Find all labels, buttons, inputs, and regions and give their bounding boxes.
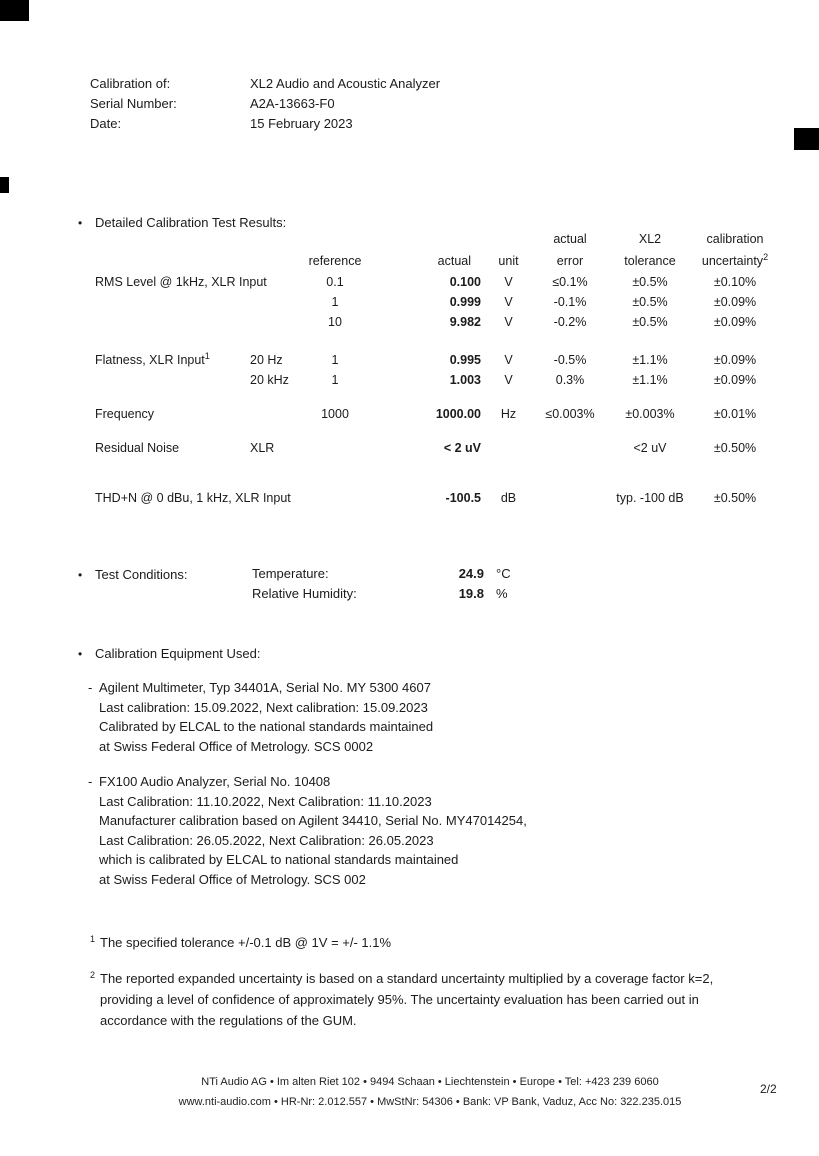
cell-reference: 1 bbox=[331, 373, 339, 387]
cell-tolerance: typ. -100 dB bbox=[616, 491, 684, 505]
row-name bbox=[95, 350, 250, 370]
cell-condition: XLR bbox=[250, 441, 275, 455]
cell-reference: 1 bbox=[331, 353, 339, 367]
cell-reference bbox=[300, 438, 370, 458]
cell-uncertainty: ±0.10% bbox=[713, 275, 757, 289]
cell-condition bbox=[250, 312, 300, 332]
row-name bbox=[95, 488, 291, 508]
cell-uncertainty: ±0.09% bbox=[713, 373, 757, 387]
equipment-line: Agilent Multimeter, Typ 34401A, Serial No. MY 5300 4607 bbox=[99, 680, 431, 695]
test-conditions-values bbox=[252, 564, 511, 604]
cell-error bbox=[530, 488, 610, 508]
footnote-1-text: The specified tolerance +/-0.1 dB @ 1V = +/- 1.1% bbox=[100, 935, 392, 950]
cell-error: 0.3% bbox=[555, 373, 585, 387]
calibration-of-label: Calibration of: bbox=[90, 76, 171, 91]
equipment-item-agilent-multimeter bbox=[88, 678, 433, 756]
column-header-tolerance-top: XL2 bbox=[638, 232, 662, 246]
column-header-error: error bbox=[556, 254, 584, 268]
row-name-sup: 1 bbox=[204, 350, 210, 361]
equipment-line: Manufacturer calibration based on Agilent 34410, Serial No. MY47014254, bbox=[99, 813, 527, 828]
column-header-tolerance: tolerance bbox=[624, 254, 676, 268]
equipment-item-lines bbox=[99, 678, 433, 756]
temperature-value: 24.9 bbox=[458, 566, 484, 581]
cell-reference: 1 bbox=[331, 295, 339, 309]
result-row-thdn bbox=[95, 488, 780, 508]
footer bbox=[40, 1072, 819, 1112]
cell-reference: 10 bbox=[328, 315, 342, 329]
table-header-row-bottom bbox=[95, 250, 780, 272]
table-header-row-top bbox=[95, 228, 780, 250]
row-name bbox=[95, 312, 250, 332]
cell-actual: 0.995 bbox=[449, 353, 481, 367]
scan-mark-top-left bbox=[0, 0, 29, 21]
column-header-uncertainty bbox=[690, 250, 780, 272]
cell-condition bbox=[250, 292, 300, 312]
equipment-item-lines bbox=[99, 772, 527, 889]
row-name bbox=[95, 438, 250, 458]
column-header-actual: actual bbox=[437, 254, 471, 268]
cell-tolerance: ±0.5% bbox=[632, 275, 668, 289]
row-name bbox=[95, 272, 267, 292]
results-title-text: Detailed Calibration Test Results: bbox=[95, 215, 287, 230]
cell-uncertainty: ±0.50% bbox=[713, 441, 757, 455]
certificate-header bbox=[90, 74, 440, 134]
row-name-text: Flatness, XLR Input bbox=[95, 353, 205, 367]
footnote-2 bbox=[90, 968, 758, 1031]
row-name-text: Frequency bbox=[95, 407, 155, 421]
page-number: 2/2 bbox=[760, 1082, 777, 1096]
cell-tolerance: ±1.1% bbox=[632, 373, 668, 387]
result-row-rms-0.1 bbox=[95, 272, 780, 292]
bullet-icon: • bbox=[78, 568, 83, 582]
footnote-1-marker: 1 bbox=[90, 934, 96, 944]
serial-number-value: A2A-13663-F0 bbox=[250, 96, 335, 111]
cell-reference bbox=[300, 488, 370, 508]
cell-unit: V bbox=[504, 373, 513, 387]
bullet-icon: • bbox=[78, 216, 83, 230]
cell-error: ≤0.003% bbox=[545, 407, 595, 421]
equipment-line: Calibrated by ELCAL to the national standards maintained bbox=[99, 719, 434, 734]
column-header-uncertainty-top: calibration bbox=[706, 232, 764, 246]
dash-icon: - bbox=[88, 774, 93, 789]
equipment-section-title bbox=[78, 645, 260, 663]
result-row-flatness-20hz bbox=[95, 350, 780, 370]
cell-uncertainty: ±0.09% bbox=[713, 315, 757, 329]
date-label: Date: bbox=[90, 116, 122, 131]
cell-error: -0.5% bbox=[553, 353, 587, 367]
cell-unit: V bbox=[504, 353, 513, 367]
equipment-line: at Swiss Federal Office of Metrology. SCS 002 bbox=[99, 871, 366, 887]
equipment-line: which is calibrated by ELCAL to national standards maintained bbox=[99, 852, 459, 867]
humidity-row bbox=[252, 584, 511, 604]
humidity-unit: % bbox=[496, 586, 508, 601]
column-header-unit: unit bbox=[498, 254, 519, 268]
cell-condition: 20 Hz bbox=[250, 353, 283, 367]
cell-unit: Hz bbox=[500, 407, 517, 421]
cell-tolerance: <2 uV bbox=[633, 441, 667, 455]
temperature-row bbox=[252, 564, 511, 584]
cell-tolerance: ±0.5% bbox=[632, 295, 668, 309]
cell-unit: V bbox=[504, 315, 513, 329]
serial-number-label: Serial Number: bbox=[90, 96, 177, 111]
equipment-line: Last calibration: 15.09.2022, Next calibration: 15.09.2023 bbox=[99, 699, 428, 715]
column-header-reference: reference bbox=[308, 254, 362, 268]
equipment-line: Last Calibration: 11.10.2022, Next Calibration: 11.10.2023 bbox=[99, 793, 432, 809]
equipment-item-fx100-analyzer bbox=[88, 772, 527, 889]
temperature-label: Temperature: bbox=[252, 566, 329, 581]
equipment-title-text: Calibration Equipment Used: bbox=[95, 646, 261, 661]
cell-error bbox=[530, 438, 610, 458]
cell-uncertainty: ±0.50% bbox=[713, 491, 757, 505]
row-name bbox=[95, 404, 250, 424]
date-row bbox=[90, 114, 440, 134]
bullet-icon: • bbox=[78, 647, 83, 661]
calibration-of-row bbox=[90, 74, 440, 94]
humidity-label: Relative Humidity: bbox=[252, 586, 357, 601]
footer-company-line: NTi Audio AG • Im alten Riet 102 • 9494 Schaan • Liechtenstein • Europe • Tel: +423 239 6060 bbox=[201, 1076, 659, 1088]
scan-mark-left-edge bbox=[0, 177, 9, 193]
cell-actual: 0.999 bbox=[449, 295, 481, 309]
results-table bbox=[95, 228, 780, 508]
cell-condition bbox=[250, 488, 300, 508]
result-row-frequency bbox=[95, 404, 780, 424]
test-conditions-title-text: Test Conditions: bbox=[95, 567, 188, 582]
cell-tolerance: ±0.003% bbox=[625, 407, 675, 421]
cell-unit: V bbox=[504, 275, 513, 289]
cell-unit bbox=[487, 438, 530, 458]
result-row-flatness-20khz bbox=[95, 370, 780, 390]
row-name-text: RMS Level @ 1kHz, XLR Input bbox=[95, 275, 267, 289]
cell-uncertainty: ±0.09% bbox=[713, 295, 757, 309]
serial-number-row bbox=[90, 94, 440, 114]
cell-actual: 9.982 bbox=[449, 315, 481, 329]
cell-actual: < 2 uV bbox=[443, 441, 481, 455]
cell-error: -0.2% bbox=[553, 315, 587, 329]
cell-unit: dB bbox=[500, 491, 517, 505]
cell-error: ≤0.1% bbox=[552, 275, 588, 289]
equipment-line: at Swiss Federal Office of Metrology. SCS 0002 bbox=[99, 738, 374, 754]
cell-unit: V bbox=[504, 295, 513, 309]
cell-error: -0.1% bbox=[553, 295, 587, 309]
row-name bbox=[95, 292, 250, 312]
equipment-line: Last Calibration: 26.05.2022, Next Calibration: 26.05.2023 bbox=[99, 832, 434, 848]
cell-tolerance: ±1.1% bbox=[632, 353, 668, 367]
scan-mark-right-edge bbox=[794, 128, 819, 150]
row-name bbox=[95, 370, 250, 390]
uncertainty-footnote-ref: 2 bbox=[763, 251, 769, 262]
uncertainty-label: uncertainty bbox=[701, 254, 764, 268]
cell-uncertainty: ±0.09% bbox=[713, 353, 757, 367]
equipment-line: FX100 Audio Analyzer, Serial No. 10408 bbox=[99, 774, 331, 789]
result-row-rms-1 bbox=[95, 292, 780, 312]
cell-condition: 20 kHz bbox=[250, 373, 289, 387]
cell-actual: -100.5 bbox=[445, 491, 481, 505]
column-header-error-top: actual bbox=[553, 232, 587, 246]
cell-uncertainty: ±0.01% bbox=[713, 407, 757, 421]
footnote-2-marker: 2 bbox=[90, 970, 96, 980]
calibration-of-value: XL2 Audio and Acoustic Analyzer bbox=[250, 76, 441, 91]
dash-icon: - bbox=[88, 680, 93, 695]
cell-actual: 1.003 bbox=[449, 373, 481, 387]
footer-registration-line: www.nti-audio.com • HR-Nr: 2.012.557 • MwStNr: 54306 • Bank: VP Bank, Vaduz, Acc No: 322.235.015 bbox=[178, 1096, 682, 1108]
row-name-text: Residual Noise bbox=[95, 441, 180, 455]
footnote-2-text: The reported expanded uncertainty is based on a standard uncertainty multiplied by a coverage factor k=2, providing a level of confidence of approximately 95%. The uncertainty evaluation has been carried out in accordance with the regulations of the GUM. bbox=[100, 971, 714, 1028]
date-value: 15 February 2023 bbox=[250, 116, 353, 131]
temperature-unit: °C bbox=[496, 566, 511, 581]
cell-reference: 1000 bbox=[321, 407, 349, 421]
cell-condition bbox=[250, 272, 300, 292]
cell-actual: 0.100 bbox=[449, 275, 481, 289]
cell-condition bbox=[250, 404, 300, 424]
cell-tolerance: ±0.5% bbox=[632, 315, 668, 329]
cell-reference: 0.1 bbox=[326, 275, 344, 289]
result-row-rms-10 bbox=[95, 312, 780, 332]
result-row-residual-noise bbox=[95, 438, 780, 458]
humidity-value: 19.8 bbox=[458, 586, 484, 601]
test-conditions-section-title bbox=[78, 566, 188, 584]
footnote-1 bbox=[90, 932, 758, 953]
row-name-text: THD+N @ 0 dBu, 1 kHz, XLR Input bbox=[95, 491, 291, 505]
cell-actual: 1000.00 bbox=[435, 407, 481, 421]
